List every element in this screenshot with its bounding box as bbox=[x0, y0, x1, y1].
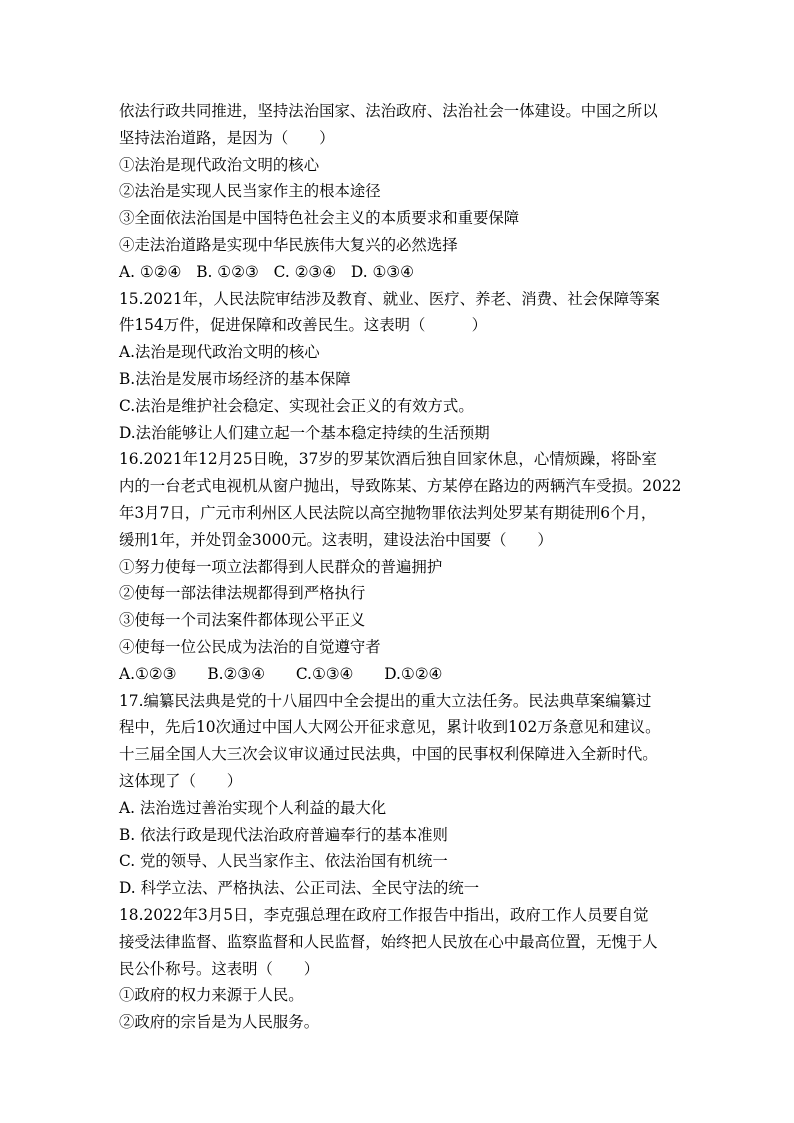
question-stem-line: 件154万件，促进保障和改善民生。这表明（ ） bbox=[119, 316, 487, 335]
statement-item: ①努力使每一项立法都得到人民群众的普遍拥护 bbox=[119, 557, 443, 576]
statement-item: ①法治是现代政治文明的核心 bbox=[119, 155, 320, 174]
question-stem-line: 民公仆称号。这表明（ ） bbox=[119, 959, 320, 978]
answer-option-b: B.法治是发展市场经济的基本保障 bbox=[119, 369, 351, 388]
statement-item: ②政府的宗旨是为人民服务。 bbox=[119, 1013, 320, 1032]
statement-item: ②使每一部法律法规都得到严格执行 bbox=[119, 584, 366, 603]
statement-item: ①政府的权力来源于人民。 bbox=[119, 986, 304, 1005]
exam-page bbox=[119, 98, 682, 1036]
answer-option-a: A. ①②④ bbox=[119, 262, 182, 281]
answer-option-b: B. 依法行政是现代法治政府普遍奉行的基本准则 bbox=[119, 825, 448, 844]
answer-option-d: D.法治能够让人们建立起一个基本稳定持续的生活预期 bbox=[119, 423, 490, 442]
statement-item: ④使每一位公民成为法治的自觉遵守者 bbox=[119, 637, 381, 656]
answer-option-a: A.法治是现代政治文明的核心 bbox=[119, 343, 320, 362]
statement-item: ②法治是实现人民当家作主的根本途径 bbox=[119, 182, 381, 201]
question-stem-line: 程中，先后10次通过中国人大网公开征求意见，累计收到102万条意见和建议。 bbox=[119, 718, 661, 737]
answer-option-b: B.②③④ bbox=[207, 664, 265, 683]
question-stem-line: 18.2022年3月5日，李克强总理在政府工作报告中指出，政府工作人员要自觉 bbox=[119, 905, 649, 924]
answer-option-c: C. 党的领导、人民当家作主、依法治国有机统一 bbox=[119, 852, 448, 871]
question-stem-line: 十三届全国人大三次会议审议通过民法典，中国的民事权利保障进入全新时代。 bbox=[119, 745, 658, 764]
question-stem-line: 这体现了（ ） bbox=[119, 771, 243, 790]
question-stem-line: 年3月7日，广元市利州区人民法院以高空抛物罪依法判处罗某有期徒刑6个月， bbox=[119, 503, 657, 522]
answer-option-d: D.①②④ bbox=[384, 664, 443, 683]
question-stem-line: 16.2021年12月25日晚，37岁的罗某饮酒后独自回家休息，心情烦躁，将卧室 bbox=[119, 450, 657, 469]
answer-option-d: D. 科学立法、严格执法、公正司法、全民守法的统一 bbox=[119, 879, 480, 898]
question-stem-line: 依法行政共同推进，坚持法治国家、法治政府、法治社会一体建设。中国之所以 bbox=[119, 102, 658, 120]
question-16 bbox=[119, 446, 682, 687]
answer-options bbox=[119, 259, 679, 286]
question-stem-line: 缓刑1年，并处罚金3000元。这表明，建设法治中国要（ ） bbox=[119, 530, 553, 549]
answer-options bbox=[119, 661, 679, 688]
question-stem-line: 坚持法治道路，是因为（ ） bbox=[119, 128, 335, 147]
question-14 bbox=[119, 98, 679, 286]
question-18 bbox=[119, 902, 679, 1036]
answer-option-c: C. ②③④ bbox=[273, 262, 337, 281]
answer-option-b: B. ①②③ bbox=[196, 262, 259, 281]
statement-item: ③全面依法治国是中国特色社会主义的本质要求和重要保障 bbox=[119, 209, 520, 228]
question-15 bbox=[119, 286, 679, 447]
question-stem-line: 内的一台老式电视机从窗户抛出，导致陈某、方某停在路边的两辆汽车受损。2022 bbox=[119, 477, 682, 496]
answer-option-d: D. ①③④ bbox=[350, 262, 414, 281]
question-stem-line: 接受法律监督、监察监督和人民监督，始终把人民放在心中最高位置，无愧于人 bbox=[119, 932, 658, 951]
statement-item: ④走法治道路是实现中华民族伟大复兴的必然选择 bbox=[119, 235, 458, 254]
question-stem-line: 15.2021年，人民法院审结涉及教育、就业、医疗、养老、消费、社会保障等案 bbox=[119, 289, 660, 308]
question-stem-line: 17.编纂民法典是党的十八届四中全会提出的重大立法任务。民法典草案编纂过 bbox=[119, 691, 652, 710]
answer-option-c: C.①③④ bbox=[295, 664, 354, 683]
answer-option-a: A.①②③ bbox=[119, 664, 177, 683]
answer-option-a: A. 法治选过善治实现个人利益的最大化 bbox=[119, 798, 387, 817]
question-17 bbox=[119, 688, 679, 902]
statement-item: ③使每一个司法案件都体现公平正义 bbox=[119, 611, 366, 630]
answer-option-c: C.法治是维护社会稳定、实现社会正义的有效方式。 bbox=[119, 396, 474, 415]
